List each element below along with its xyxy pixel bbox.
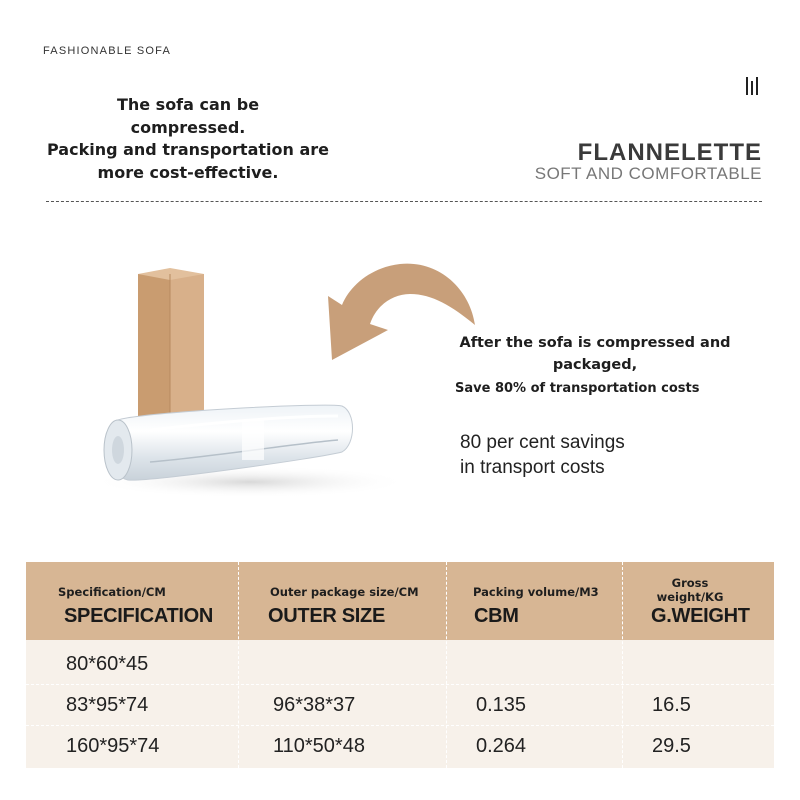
table-cell: 29.5 (652, 735, 691, 757)
column-divider (446, 562, 447, 768)
tagline-line: Packing and transportation are (47, 140, 329, 159)
column-divider (238, 562, 239, 768)
header-weight-small: Gross weight/KG (656, 576, 724, 604)
divider (46, 201, 762, 202)
table-cell: 83*95*74 (66, 694, 149, 716)
page-subtitle: SOFT AND COMFORTABLE (534, 164, 762, 183)
table-cell: 160*95*74 (66, 735, 160, 757)
tagline-line: more cost-effective. (97, 162, 279, 182)
table-cell: 0.135 (476, 694, 527, 716)
note-line: packaged, (552, 357, 638, 373)
note-line: After the sofa is compressed and (459, 335, 731, 351)
page-title: FLANNELETTE (577, 139, 762, 166)
savings-note: Save 80% of transportation costs (455, 381, 700, 396)
compression-note (452, 332, 738, 376)
header-outer-small: Outer package size/CM (270, 585, 419, 599)
table-cell: 0.264 (476, 735, 527, 757)
savings-note-english (460, 430, 625, 480)
tagline-line: compressed. (130, 117, 246, 137)
header-spec-small: Specification/CM (58, 585, 166, 599)
header-spec: SPECIFICATION (64, 605, 214, 627)
header-cbm: CBM (474, 605, 519, 627)
row-divider (26, 725, 774, 726)
note-line: 80 per cent savings (460, 432, 625, 453)
spec-table (26, 562, 774, 768)
table-cell: 110*50*48 (273, 735, 365, 757)
header-cbm-small: Packing volume/M3 (473, 585, 599, 599)
header-weight: G.WEIGHT (651, 605, 750, 627)
three-bars-icon (745, 77, 759, 95)
header-outer: OUTER SIZE (268, 605, 386, 627)
note-line: in transport costs (460, 457, 605, 478)
table-cell: 16.5 (652, 694, 691, 716)
table-cell: 80*60*45 (66, 653, 149, 675)
row-divider (26, 684, 774, 685)
table-cell: 96*38*37 (273, 694, 356, 716)
brand-label: FASHIONABLE SOFA (43, 45, 172, 57)
tagline-line: The sofa can be (116, 95, 260, 114)
column-divider (622, 562, 623, 768)
tagline (30, 94, 346, 184)
